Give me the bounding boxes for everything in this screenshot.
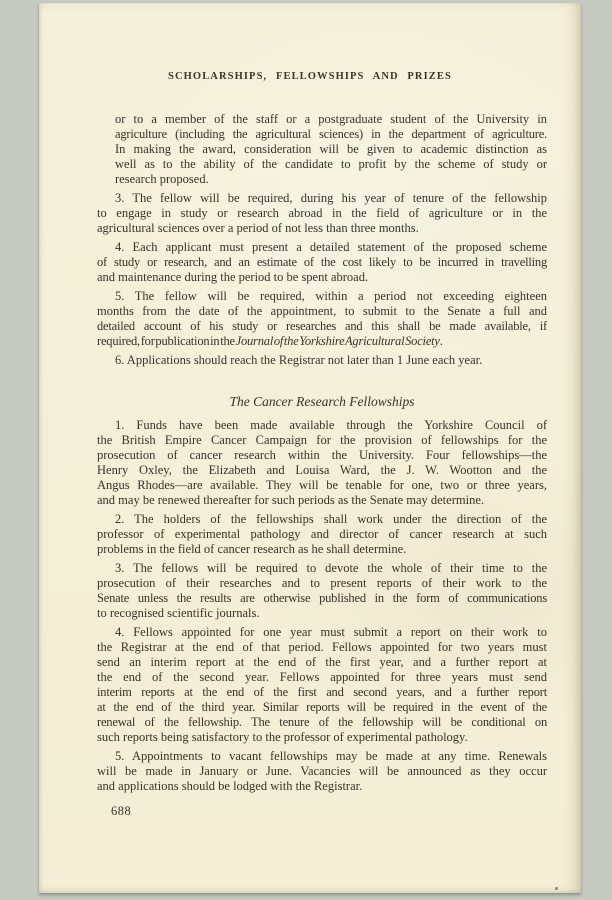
text-line: the end of the second year. Fellows appointed for three years must send [97, 670, 547, 684]
cancer-clause-4 [97, 625, 547, 745]
text-line: of study or research, and an estimate of the cost likely to be incurred in travelling [97, 255, 547, 269]
text-line: at the end of the third year. Similar reports will be required in the event of the [97, 700, 547, 714]
text-line: to recognised scientific journals. [97, 606, 260, 620]
text-line: Senate unless the results are otherwise published in the form of communications [97, 591, 547, 605]
running-header: SCHOLARSHIPS, FELLOWSHIPS AND PRIZES [168, 71, 452, 82]
clause-5-final-text: required, for publication in the [97, 334, 236, 348]
paragraph-continuation [115, 112, 547, 187]
text-line: 4. Each applicant must present a detailed statement of the proposed scheme [115, 240, 547, 254]
text-line: and may be renewed thereafter for such periods as the Senate may determine. [97, 493, 484, 507]
section-heading: The Cancer Research Fellowships [229, 394, 415, 409]
cancer-clause-3 [97, 561, 547, 621]
text-line: professor of experimental pathology and director of cancer research at such [97, 527, 547, 541]
text-line: renewal of the fellowship. The tenure of the fellowship will be conditional on [97, 715, 547, 729]
text-line: agriculture (including the agricultural sciences) in the department of agriculture. [115, 127, 547, 141]
text-line: 3. The fellows will be required to devote the whole of their time to the [115, 561, 547, 575]
text-line: to engage in study or research abroad in the field of agriculture or in the [97, 206, 547, 220]
text-line: the British Empire Cancer Campaign for the provision of fellowships for the [97, 433, 547, 447]
paper-speck [555, 887, 558, 890]
text-line: and applications should be lodged with the Registrar. [97, 779, 363, 793]
text-line: such reports being satisfactory to the professor of experimental pathology. [97, 730, 468, 744]
text-line: Henry Oxley, the Elizabeth and Louisa Ward, the J. W. Wootton and the [97, 463, 547, 477]
text-line: and maintenance during the period to be spent abroad. [97, 270, 369, 284]
text-line: 1. Funds have been made available through the Yorkshire Council of [115, 418, 547, 432]
cancer-clause-1 [97, 418, 547, 508]
text-line: interim reports at the end of the first and second years, and a further report [97, 685, 547, 699]
text-line: problems in the field of cancer research as he shall determine. [97, 542, 407, 556]
agriculture-clause-5 [97, 289, 547, 349]
text-line: research proposed. [115, 172, 209, 186]
text-line: detailed account of his study or researches and this shall be made available, if [97, 319, 547, 333]
page-text-column [97, 112, 547, 819]
text-line: agricultural sciences over a period of not less than three months. [97, 221, 419, 235]
text-line: Angus Rhodes—are available. They will be tenable for one, two or three years, [97, 478, 547, 492]
journal-title-italic: Journal of the Yorkshire Agricultural Society [235, 334, 440, 348]
text-line: 2. The holders of the fellowships shall work under the direction of the [115, 512, 547, 526]
clause-5-period: . [439, 334, 443, 348]
cancer-clause-2 [97, 512, 547, 557]
text-line: 4. Fellows appointed for one year must submit a report on their work to [115, 625, 547, 639]
text-line: months from the date of the appointment, to submit to the Senate a full and [97, 304, 547, 318]
book-page [39, 3, 581, 893]
text-line: prosecution of their researches and to present reports of their work to the [97, 576, 547, 590]
cancer-clause-5 [97, 749, 547, 794]
text-line: send an interim report at the end of the first year, and a further report at [97, 655, 547, 669]
agriculture-clause-6 [97, 353, 547, 368]
page-number: 688 [111, 804, 132, 818]
text-line: the Registrar at the end of that period. Fellows appointed for two years must [97, 640, 547, 654]
text-line: or to a member of the staff or a postgraduate student of the University in [115, 112, 547, 126]
agriculture-clause-4 [97, 240, 547, 285]
text-line: 3. The fellow will be required, during his year of tenure of the fellowship [115, 191, 547, 205]
text-line: prosecution of cancer research within the University. Four fellowships—the [97, 448, 547, 462]
text-line: 6. Applications should reach the Registrar not later than 1 June each year. [115, 353, 483, 367]
text-line: 5. Appointments to vacant fellowships may be made at any time. Renewals [115, 749, 547, 763]
text-line: well as to the ability of the candidate to profit by the scheme of study or [115, 157, 547, 171]
text-line: will be made in January or June. Vacancies will be announced as they occur [97, 764, 547, 778]
text-line: In making the award, consideration will be given to academic distinction as [115, 142, 547, 156]
agriculture-clause-3 [97, 191, 547, 236]
text-line [97, 334, 547, 349]
text-line: 5. The fellow will be required, within a period not exceeding eighteen [115, 289, 547, 303]
